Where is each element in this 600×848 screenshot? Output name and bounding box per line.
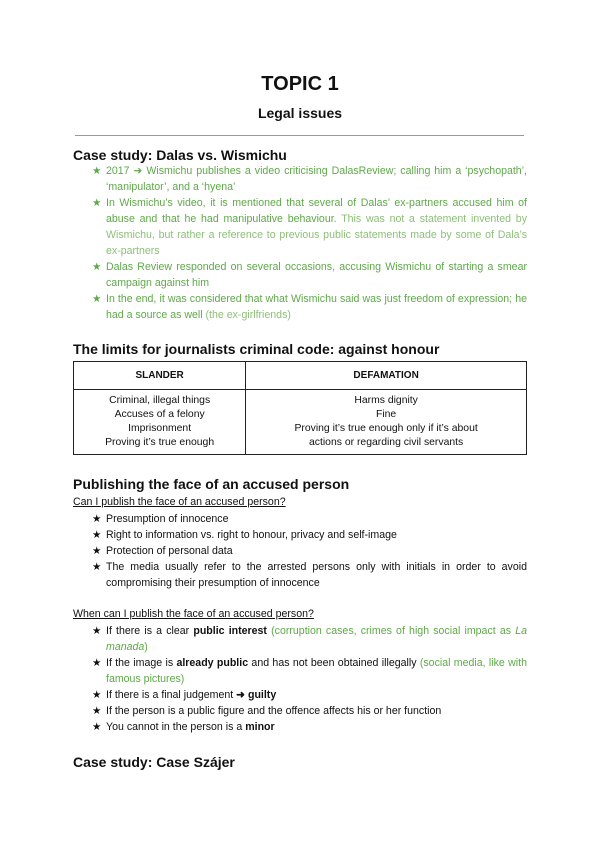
list-item: ★ If the person is a public figure and the offence affects his or her function bbox=[92, 705, 442, 717]
table-cell-defamation: Harms dignity Fine Proving it’s true enough only if it’s about actions or regarding civil servants bbox=[246, 390, 527, 455]
case-study-list bbox=[92, 163, 527, 323]
star-icon: ★ bbox=[92, 513, 102, 525]
list-item: ★ Presumption of innocence bbox=[92, 513, 229, 525]
star-icon: ★ bbox=[92, 545, 102, 557]
table-header: SLANDER bbox=[74, 362, 246, 390]
question-list bbox=[92, 511, 527, 591]
question-heading: When can I publish the face of an accused person? bbox=[73, 608, 314, 620]
star-icon: ★ bbox=[92, 657, 102, 669]
list-item: ★ Dalas Review responded on several occasions, accusing Wismichu of starting a smear campaign against him bbox=[92, 261, 527, 289]
list-item: ★ Protection of personal data bbox=[92, 545, 233, 557]
list-item: ★ 2017 ➜ Wismichu publishes a video criticising DalasReview; calling him a ‘psychopath’, ‘manipulator’, and a ‘hyena’ bbox=[92, 165, 527, 193]
list-item: ★ If there is a clear public interest (corruption cases, crimes of high social impact as La manada) bbox=[92, 625, 527, 653]
page-subtitle: Legal issues bbox=[257, 105, 343, 121]
star-icon: ★ bbox=[92, 721, 102, 733]
star-icon: ★ bbox=[92, 197, 102, 209]
star-icon: ★ bbox=[92, 261, 102, 273]
case-study-heading: Case study: Case Szájer bbox=[73, 754, 235, 770]
list-item: ★ If the image is already public and has not been obtained illegally (social media, like with famous pictures) bbox=[92, 657, 527, 685]
star-icon: ★ bbox=[92, 165, 102, 177]
divider bbox=[75, 135, 524, 136]
question-heading: Can I publish the face of an accused person? bbox=[73, 496, 286, 508]
case-study-heading: Case study: Dalas vs. Wismichu bbox=[73, 147, 287, 163]
star-icon: ★ bbox=[92, 561, 102, 573]
list-item: ★ You cannot in the person is a minor bbox=[92, 721, 275, 733]
table-header: DEFAMATION bbox=[246, 362, 527, 390]
star-icon: ★ bbox=[92, 529, 102, 541]
question-list bbox=[92, 623, 527, 735]
limits-heading: The limits for journalists criminal code: against honour bbox=[73, 341, 440, 357]
publishing-heading: Publishing the face of an accused person bbox=[73, 476, 350, 492]
star-icon: ★ bbox=[92, 625, 102, 637]
list-item: ★ In Wismichu’s video, it is mentioned that several of Dalas’ ex-partners accused him of abuse and that he had manipulative behaviour. This was not a statement invented by Wismichu, but rather a reference to previous public statements made by some of Dala’s ex-partners bbox=[92, 197, 527, 257]
star-icon: ★ bbox=[92, 705, 102, 717]
honour-table bbox=[73, 361, 527, 455]
table-cell-slander: Criminal, illegal things Accuses of a felony Imprisonment Proving it’s true enough bbox=[74, 390, 246, 455]
star-icon: ★ bbox=[92, 293, 102, 305]
list-item: ★ Right to information vs. right to honour, privacy and self-image bbox=[92, 529, 397, 541]
star-icon: ★ bbox=[92, 689, 102, 701]
list-item: ★ If there is a final judgement ➜ guilty bbox=[92, 689, 277, 701]
page-title: TOPIC 1 bbox=[261, 73, 339, 95]
list-item: ★ In the end, it was considered that what Wismichu said was just freedom of expression; he had a source as well (the ex-girlfriends) bbox=[92, 293, 527, 321]
list-item: ★ The media usually refer to the arrested persons only with initials in order to avoid compromising their presumption of innocence bbox=[92, 561, 527, 589]
